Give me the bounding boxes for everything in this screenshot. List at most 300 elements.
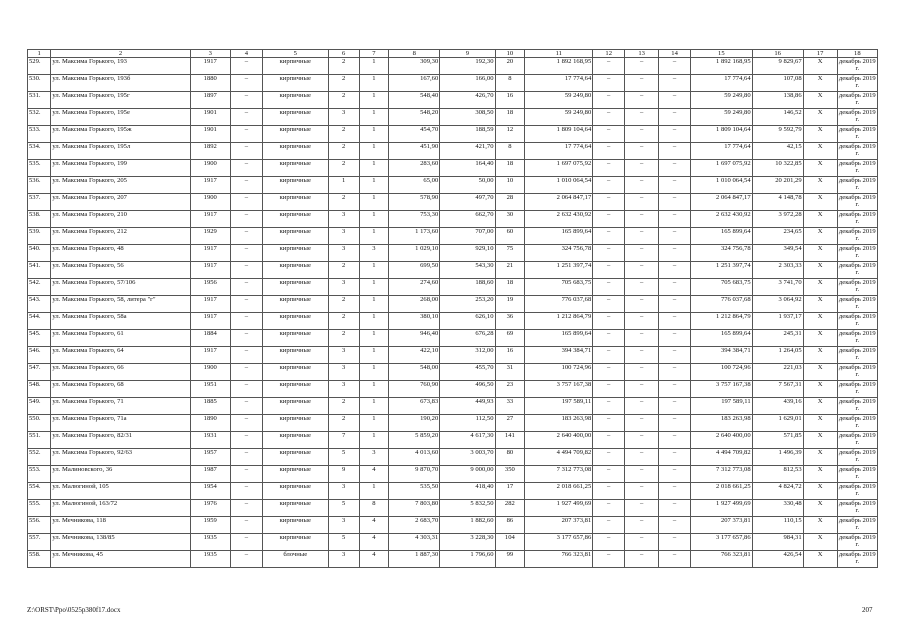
table-cell: –	[625, 109, 659, 126]
table-cell: 1917	[190, 211, 230, 228]
table-cell: –	[659, 415, 691, 432]
table-cell: 3	[328, 551, 359, 568]
column-number-7: 7	[359, 50, 389, 58]
table-row	[28, 517, 878, 534]
table-row	[28, 92, 878, 109]
table-cell: декабрь 2019 г.	[837, 262, 877, 279]
table-cell: 10	[495, 177, 525, 194]
table-cell: 69	[495, 330, 525, 347]
table-cell: ул. Максима Горького, 58, литера "г"	[51, 296, 190, 313]
table-cell: 2 018 661,25	[525, 483, 593, 500]
table-cell: –	[625, 75, 659, 92]
table-cell: декабрь 2019 г.	[837, 143, 877, 160]
table-cell: –	[230, 109, 262, 126]
table-cell: 283,60	[389, 160, 440, 177]
table-cell: декабрь 2019 г.	[837, 160, 877, 177]
table-cell: кирпичные	[262, 483, 328, 500]
table-cell: –	[625, 143, 659, 160]
table-cell: 1	[359, 177, 389, 194]
table-cell: 1	[359, 211, 389, 228]
table-cell: –	[659, 330, 691, 347]
table-cell: 1 927 499,69	[525, 500, 593, 517]
table-cell: Х	[803, 245, 837, 262]
table-cell: 3 177 657,86	[525, 534, 593, 551]
table-cell: 3	[328, 347, 359, 364]
table-cell: 673,83	[389, 398, 440, 415]
table-cell: 1	[359, 364, 389, 381]
table-cell: –	[593, 245, 625, 262]
table-cell: –	[625, 160, 659, 177]
column-number-16: 16	[752, 50, 803, 58]
table-cell: –	[593, 92, 625, 109]
table-cell: 547.	[28, 364, 51, 381]
table-cell: 2 018 661,25	[691, 483, 753, 500]
table-cell: ул. Максима Горького, 205	[51, 177, 190, 194]
table-cell: 65,00	[389, 177, 440, 194]
table-cell: ул. Мечникова, 45	[51, 551, 190, 568]
table-cell: –	[230, 143, 262, 160]
table-cell: 3 757 167,38	[691, 381, 753, 398]
table-cell: декабрь 2019 г.	[837, 432, 877, 449]
table-cell: 535,50	[389, 483, 440, 500]
table-cell: –	[659, 160, 691, 177]
table-cell: 1917	[190, 262, 230, 279]
table-cell: 532.	[28, 109, 51, 126]
table-cell: 4	[359, 551, 389, 568]
table-row	[28, 432, 878, 449]
table-cell: Х	[803, 364, 837, 381]
table-cell: 165 899,64	[525, 228, 593, 245]
table-cell: 1956	[190, 279, 230, 296]
table-cell: декабрь 2019 г.	[837, 517, 877, 534]
table-cell: 549.	[28, 398, 51, 415]
table-cell: кирпичные	[262, 245, 328, 262]
table-cell: –	[593, 551, 625, 568]
table-cell: 59 249,80	[525, 109, 593, 126]
table-cell: 1 496,39	[752, 449, 803, 466]
table-cell: 1 937,17	[752, 313, 803, 330]
table-cell: 1917	[190, 58, 230, 75]
table-cell: кирпичные	[262, 330, 328, 347]
table-cell: ул. Максима Горького, 195ж	[51, 126, 190, 143]
table-cell: –	[230, 126, 262, 143]
column-number-18: 18	[837, 50, 877, 58]
table-cell: 27	[495, 415, 525, 432]
table-cell: 1959	[190, 517, 230, 534]
table-cell: ул. Максима Горького, 66	[51, 364, 190, 381]
table-cell: 3	[328, 517, 359, 534]
table-cell: –	[659, 466, 691, 483]
table-cell: 18	[495, 160, 525, 177]
table-cell: 5	[328, 449, 359, 466]
table-cell: 705 683,75	[525, 279, 593, 296]
table-cell: 5	[328, 500, 359, 517]
table-cell: –	[593, 398, 625, 415]
table-cell: 36	[495, 313, 525, 330]
table-cell: 1951	[190, 381, 230, 398]
table-cell: 1 029,10	[389, 245, 440, 262]
table-cell: декабрь 2019 г.	[837, 449, 877, 466]
table-cell: 1 882,60	[440, 517, 495, 534]
table-cell: декабрь 2019 г.	[837, 126, 877, 143]
table-cell: 1	[328, 177, 359, 194]
table-cell: 207 373,81	[691, 517, 753, 534]
table-cell: –	[659, 432, 691, 449]
table-cell: 439,16	[752, 398, 803, 415]
table-cell: 534.	[28, 143, 51, 160]
table-cell: 9 592,79	[752, 126, 803, 143]
table-cell: –	[659, 194, 691, 211]
table-row	[28, 160, 878, 177]
table-cell: –	[230, 177, 262, 194]
table-cell: Х	[803, 75, 837, 92]
table-cell: 699,50	[389, 262, 440, 279]
table-cell: Х	[803, 92, 837, 109]
table-cell: 2	[328, 415, 359, 432]
table-cell: 1 697 075,92	[525, 160, 593, 177]
table-cell: декабрь 2019 г.	[837, 177, 877, 194]
table-cell: 496,50	[440, 381, 495, 398]
table-cell: кирпичные	[262, 75, 328, 92]
table-cell: 8	[495, 143, 525, 160]
table-cell: –	[625, 313, 659, 330]
table-cell: 1890	[190, 415, 230, 432]
column-number-12: 12	[593, 50, 625, 58]
table-cell: 50,00	[440, 177, 495, 194]
table-cell: 4 617,30	[440, 432, 495, 449]
table-cell: Х	[803, 126, 837, 143]
table-cell: декабрь 2019 г.	[837, 75, 877, 92]
table-cell: 707,00	[440, 228, 495, 245]
table-cell: –	[593, 466, 625, 483]
table-cell: декабрь 2019 г.	[837, 279, 877, 296]
table-body	[28, 58, 878, 568]
table-cell: 426,70	[440, 92, 495, 109]
table-cell: 107,08	[752, 75, 803, 92]
table-cell: 12	[495, 126, 525, 143]
table-cell: 533.	[28, 126, 51, 143]
table-cell: Х	[803, 330, 837, 347]
table-cell: –	[659, 296, 691, 313]
table-cell: –	[625, 194, 659, 211]
table-cell: 776 037,68	[691, 296, 753, 313]
table-cell: 164,40	[440, 160, 495, 177]
table-cell: 1885	[190, 398, 230, 415]
table-cell: 3	[328, 381, 359, 398]
column-number-13: 13	[625, 50, 659, 58]
table-row	[28, 466, 878, 483]
table-cell: 2	[328, 398, 359, 415]
table-cell: 2	[328, 296, 359, 313]
table-cell: декабрь 2019 г.	[837, 347, 877, 364]
table-row	[28, 109, 878, 126]
table-cell: 1 892 168,95	[525, 58, 593, 75]
table-cell: 984,31	[752, 534, 803, 551]
table-cell: блочные	[262, 551, 328, 568]
table-row	[28, 364, 878, 381]
table-cell: –	[593, 534, 625, 551]
table-cell: 2 064 847,17	[525, 194, 593, 211]
housing-register-table	[27, 49, 878, 568]
table-cell: –	[230, 330, 262, 347]
table-cell: 31	[495, 364, 525, 381]
table-cell: –	[659, 262, 691, 279]
table-cell: Х	[803, 228, 837, 245]
table-cell: 2 064 847,17	[691, 194, 753, 211]
table-row	[28, 313, 878, 330]
table-cell: 20	[495, 58, 525, 75]
table-cell: –	[593, 262, 625, 279]
table-row	[28, 347, 878, 364]
table-cell: 3	[328, 228, 359, 245]
table-cell: 1	[359, 432, 389, 449]
table-cell: –	[625, 177, 659, 194]
table-cell: –	[593, 483, 625, 500]
table-cell: декабрь 2019 г.	[837, 296, 877, 313]
table-cell: 112,50	[440, 415, 495, 432]
table-cell: 538.	[28, 211, 51, 228]
table-cell: –	[625, 330, 659, 347]
table-cell: 553.	[28, 466, 51, 483]
table-cell: 33	[495, 398, 525, 415]
table-cell: –	[230, 381, 262, 398]
table-cell: 3	[328, 245, 359, 262]
column-number-3: 3	[190, 50, 230, 58]
table-cell: 4	[359, 534, 389, 551]
table-row	[28, 551, 878, 568]
column-number-1: 1	[28, 50, 51, 58]
table-cell: 59 249,80	[691, 109, 753, 126]
table-cell: –	[230, 398, 262, 415]
table-cell: кирпичные	[262, 296, 328, 313]
table-header	[28, 50, 878, 58]
table-cell: –	[230, 296, 262, 313]
table-cell: ул. Максима Горького, 61	[51, 330, 190, 347]
table-cell: ул. Максима Горького, 71	[51, 398, 190, 415]
table-cell: 110,15	[752, 517, 803, 534]
table-cell: 3	[359, 449, 389, 466]
table-cell: Х	[803, 279, 837, 296]
column-number-row	[28, 50, 878, 58]
table-cell: декабрь 2019 г.	[837, 228, 877, 245]
table-cell: –	[593, 381, 625, 398]
table-cell: –	[593, 194, 625, 211]
table-cell: Х	[803, 313, 837, 330]
table-cell: 146,52	[752, 109, 803, 126]
table-cell: –	[593, 58, 625, 75]
table-cell: 1	[359, 483, 389, 500]
table-cell: 1	[359, 381, 389, 398]
table-cell: 1 887,30	[389, 551, 440, 568]
table-cell: 1917	[190, 296, 230, 313]
table-cell: –	[593, 160, 625, 177]
table-cell: 1 809 104,64	[525, 126, 593, 143]
table-cell: –	[659, 449, 691, 466]
table-cell: 188,60	[440, 279, 495, 296]
table-cell: ул. Максима Горького, 68	[51, 381, 190, 398]
table-cell: кирпичные	[262, 194, 328, 211]
table-cell: –	[593, 143, 625, 160]
table-cell: ул. Малюгиной, 163/72	[51, 500, 190, 517]
table-cell: 539.	[28, 228, 51, 245]
page-number: 207	[862, 606, 873, 614]
table-cell: кирпичные	[262, 364, 328, 381]
table-row	[28, 534, 878, 551]
table-cell: 234,65	[752, 228, 803, 245]
table-cell: Х	[803, 432, 837, 449]
table-cell: 308,50	[440, 109, 495, 126]
table-cell: 30	[495, 211, 525, 228]
table-cell: 104	[495, 534, 525, 551]
table-cell: –	[625, 381, 659, 398]
table-cell: 18	[495, 109, 525, 126]
table-cell: 312,00	[440, 347, 495, 364]
table-cell: 2	[328, 160, 359, 177]
table-cell: 7 567,31	[752, 381, 803, 398]
table-cell: 1 212 864,79	[691, 313, 753, 330]
table-cell: 1	[359, 194, 389, 211]
table-cell: 1976	[190, 500, 230, 517]
table-cell: кирпичные	[262, 313, 328, 330]
table-cell: –	[593, 517, 625, 534]
table-cell: 100 724,96	[691, 364, 753, 381]
table-cell: 7 803,80	[389, 500, 440, 517]
table-cell: 2	[328, 92, 359, 109]
table-cell: 3	[328, 211, 359, 228]
table-cell: 330,48	[752, 500, 803, 517]
table-cell: кирпичные	[262, 466, 328, 483]
table-cell: 138,86	[752, 92, 803, 109]
table-cell: 449,93	[440, 398, 495, 415]
table-cell: ул. Максима Горького, 58а	[51, 313, 190, 330]
table-cell: ул. Максима Горького, 193	[51, 58, 190, 75]
table-cell: –	[625, 347, 659, 364]
table-cell: Х	[803, 262, 837, 279]
table-cell: Х	[803, 449, 837, 466]
table-cell: –	[659, 313, 691, 330]
table-row	[28, 245, 878, 262]
table-cell: 1897	[190, 92, 230, 109]
table-cell: –	[593, 500, 625, 517]
table-cell: декабрь 2019 г.	[837, 194, 877, 211]
table-cell: 676,28	[440, 330, 495, 347]
table-cell: 548,00	[389, 364, 440, 381]
table-cell: –	[659, 245, 691, 262]
table-cell: декабрь 2019 г.	[837, 58, 877, 75]
table-cell: 3	[328, 483, 359, 500]
table-cell: 548.	[28, 381, 51, 398]
table-cell: 1 927 499,69	[691, 500, 753, 517]
table-cell: 1917	[190, 347, 230, 364]
table-cell: ул. Максима Горького, 207	[51, 194, 190, 211]
table-cell: 426,54	[752, 551, 803, 568]
table-cell: ул. Максима Горького, 199	[51, 160, 190, 177]
table-cell: 1900	[190, 160, 230, 177]
table-cell: –	[230, 364, 262, 381]
table-cell: 422,10	[389, 347, 440, 364]
table-row	[28, 330, 878, 347]
table-cell: 8	[359, 500, 389, 517]
table-cell: кирпичные	[262, 415, 328, 432]
table-row	[28, 500, 878, 517]
table-cell: декабрь 2019 г.	[837, 500, 877, 517]
table-cell: –	[230, 211, 262, 228]
column-number-17: 17	[803, 50, 837, 58]
table-cell: ул. Максима Горького, 48	[51, 245, 190, 262]
table-cell: 1 251 397,74	[691, 262, 753, 279]
table-cell: 60	[495, 228, 525, 245]
table-cell: 324 756,78	[691, 245, 753, 262]
table-cell: –	[659, 177, 691, 194]
table-cell: 4 013,60	[389, 449, 440, 466]
table-cell: 1 212 864,79	[525, 313, 593, 330]
table-cell: 542.	[28, 279, 51, 296]
table-cell: 2	[328, 330, 359, 347]
table-cell: –	[593, 228, 625, 245]
table-cell: 9 870,70	[389, 466, 440, 483]
table-cell: кирпичные	[262, 500, 328, 517]
table-cell: 18	[495, 279, 525, 296]
table-cell: 100 724,96	[525, 364, 593, 381]
table-row	[28, 211, 878, 228]
table-cell: –	[625, 415, 659, 432]
table-cell: кирпичные	[262, 262, 328, 279]
table-cell: 3	[328, 364, 359, 381]
table-cell: 17 774,64	[525, 75, 593, 92]
table-cell: Х	[803, 483, 837, 500]
table-cell: ул. Малиновского, 36	[51, 466, 190, 483]
table-cell: 2 632 430,92	[691, 211, 753, 228]
table-cell: –	[659, 279, 691, 296]
table-cell: 1900	[190, 194, 230, 211]
table-cell: 1884	[190, 330, 230, 347]
column-number-9: 9	[440, 50, 495, 58]
table-cell: –	[659, 126, 691, 143]
table-cell: ул. Максима Горького, 92/63	[51, 449, 190, 466]
table-cell: 17 774,64	[691, 75, 753, 92]
table-cell: декабрь 2019 г.	[837, 466, 877, 483]
table-cell: –	[625, 534, 659, 551]
table-cell: 197 589,11	[525, 398, 593, 415]
table-cell: 536.	[28, 177, 51, 194]
table-cell: –	[625, 92, 659, 109]
table-cell: –	[593, 109, 625, 126]
table-cell: –	[659, 398, 691, 415]
table-cell: –	[659, 58, 691, 75]
table-cell: –	[593, 296, 625, 313]
table-cell: 380,10	[389, 313, 440, 330]
table-cell: 1	[359, 279, 389, 296]
table-cell: 1	[359, 313, 389, 330]
document-path: Z:\ORST\Ppo\0525p380f17.docx	[27, 606, 121, 614]
table-cell: 418,40	[440, 483, 495, 500]
table-cell: –	[625, 517, 659, 534]
table-cell: 1900	[190, 364, 230, 381]
table-cell: 2	[328, 262, 359, 279]
table-cell: Х	[803, 177, 837, 194]
table-cell: 558.	[28, 551, 51, 568]
table-cell: 28	[495, 194, 525, 211]
table-cell: –	[230, 449, 262, 466]
table-cell: 99	[495, 551, 525, 568]
table-cell: кирпичные	[262, 58, 328, 75]
table-cell: 1	[359, 58, 389, 75]
table-cell: кирпичные	[262, 517, 328, 534]
table-cell: –	[230, 160, 262, 177]
table-cell: 1931	[190, 432, 230, 449]
table-cell: 1	[359, 398, 389, 415]
table-cell: –	[659, 517, 691, 534]
